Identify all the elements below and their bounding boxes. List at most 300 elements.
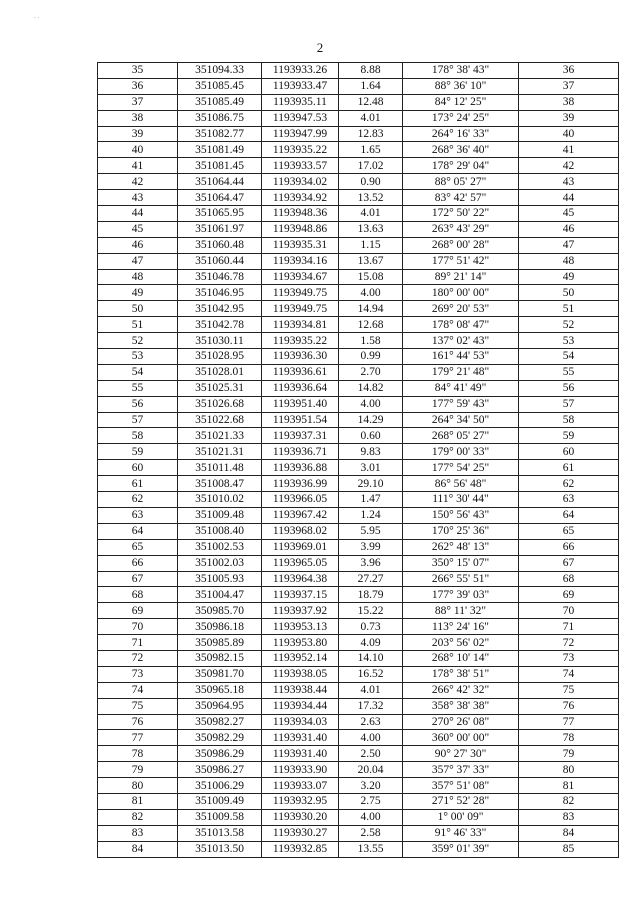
y-coordinate-cell: 1193936.99 [262, 476, 339, 492]
table-row [98, 523, 619, 539]
page-number: 2 [316, 40, 324, 55]
y-coordinate-cell: 1193951.40 [262, 396, 339, 412]
distance-cell: 16.52 [339, 666, 403, 682]
table-row [98, 571, 619, 587]
point-from-cell: 41 [98, 158, 178, 174]
point-from-cell: 67 [98, 571, 178, 587]
distance-cell: 14.29 [339, 412, 403, 428]
point-to-cell: 72 [519, 635, 619, 651]
table-row [98, 603, 619, 619]
y-coordinate-cell: 1193934.92 [262, 190, 339, 206]
x-coordinate-cell: 350982.27 [178, 714, 262, 730]
point-from-cell: 37 [98, 94, 178, 110]
table-row [98, 476, 619, 492]
x-coordinate-cell: 351025.31 [178, 380, 262, 396]
table-row [98, 428, 619, 444]
distance-cell: 0.73 [339, 619, 403, 635]
table-row [98, 301, 619, 317]
point-to-cell: 48 [519, 253, 619, 269]
point-from-cell: 53 [98, 349, 178, 365]
point-from-cell: 40 [98, 142, 178, 158]
y-coordinate-cell: 1193953.80 [262, 635, 339, 651]
bearing-cell: 177° 39' 03" [403, 587, 519, 603]
x-coordinate-cell: 351042.95 [178, 301, 262, 317]
point-from-cell: 69 [98, 603, 178, 619]
y-coordinate-cell: 1193935.22 [262, 333, 339, 349]
y-coordinate-cell: 1193966.05 [262, 492, 339, 508]
point-to-cell: 79 [519, 746, 619, 762]
y-coordinate-cell: 1193933.26 [262, 63, 339, 79]
y-coordinate-cell: 1193952.14 [262, 650, 339, 666]
point-from-cell: 60 [98, 460, 178, 476]
point-from-cell: 76 [98, 714, 178, 730]
distance-cell: 14.82 [339, 380, 403, 396]
x-coordinate-cell: 350985.89 [178, 635, 262, 651]
scan-mark: . . [34, 12, 40, 20]
point-from-cell: 42 [98, 174, 178, 190]
y-coordinate-cell: 1193964.38 [262, 571, 339, 587]
point-from-cell: 83 [98, 825, 178, 841]
x-coordinate-cell: 351021.33 [178, 428, 262, 444]
bearing-cell: 88° 05' 27" [403, 174, 519, 190]
point-to-cell: 41 [519, 142, 619, 158]
y-coordinate-cell: 1193930.27 [262, 825, 339, 841]
table-row [98, 253, 619, 269]
point-from-cell: 73 [98, 666, 178, 682]
table-row [98, 539, 619, 555]
y-coordinate-cell: 1193932.95 [262, 793, 339, 809]
bearing-cell: 137° 02' 43" [403, 333, 519, 349]
point-to-cell: 36 [519, 63, 619, 79]
table-row [98, 396, 619, 412]
bearing-cell: 91° 46' 33" [403, 825, 519, 841]
bearing-cell: 83° 42' 57" [403, 190, 519, 206]
y-coordinate-cell: 1193936.30 [262, 349, 339, 365]
point-to-cell: 73 [519, 650, 619, 666]
point-from-cell: 51 [98, 317, 178, 333]
y-coordinate-cell: 1193938.44 [262, 682, 339, 698]
distance-cell: 1.58 [339, 333, 403, 349]
table-row [98, 714, 619, 730]
point-to-cell: 74 [519, 666, 619, 682]
point-from-cell: 61 [98, 476, 178, 492]
point-from-cell: 54 [98, 364, 178, 380]
y-coordinate-cell: 1193936.61 [262, 364, 339, 380]
y-coordinate-cell: 1193932.85 [262, 841, 339, 857]
distance-cell: 14.10 [339, 650, 403, 666]
bearing-cell: 357° 51' 08" [403, 778, 519, 794]
point-from-cell: 75 [98, 698, 178, 714]
distance-cell: 3.99 [339, 539, 403, 555]
bearing-cell: 203° 56' 02" [403, 635, 519, 651]
y-coordinate-cell: 1193936.64 [262, 380, 339, 396]
point-to-cell: 40 [519, 126, 619, 142]
point-from-cell: 48 [98, 269, 178, 285]
point-from-cell: 58 [98, 428, 178, 444]
x-coordinate-cell: 350986.18 [178, 619, 262, 635]
table-row [98, 650, 619, 666]
distance-cell: 4.01 [339, 682, 403, 698]
distance-cell: 13.55 [339, 841, 403, 857]
x-coordinate-cell: 350982.29 [178, 730, 262, 746]
table-row [98, 825, 619, 841]
table-row [98, 682, 619, 698]
bearing-cell: 266° 55' 51" [403, 571, 519, 587]
table-row [98, 555, 619, 571]
bearing-cell: 263° 43' 29" [403, 221, 519, 237]
table-row [98, 237, 619, 253]
distance-cell: 1.65 [339, 142, 403, 158]
distance-cell: 1.24 [339, 507, 403, 523]
distance-cell: 0.60 [339, 428, 403, 444]
x-coordinate-cell: 350981.70 [178, 666, 262, 682]
table-row [98, 492, 619, 508]
distance-cell: 4.01 [339, 110, 403, 126]
bearing-cell: 161° 44' 53" [403, 349, 519, 365]
point-to-cell: 61 [519, 460, 619, 476]
y-coordinate-cell: 1193967.42 [262, 507, 339, 523]
x-coordinate-cell: 351009.58 [178, 809, 262, 825]
bearing-cell: 172° 50' 22" [403, 206, 519, 222]
point-from-cell: 55 [98, 380, 178, 396]
distance-cell: 3.20 [339, 778, 403, 794]
point-to-cell: 42 [519, 158, 619, 174]
distance-cell: 5.95 [339, 523, 403, 539]
point-from-cell: 44 [98, 206, 178, 222]
y-coordinate-cell: 1193936.88 [262, 460, 339, 476]
bearing-cell: 88° 11' 32" [403, 603, 519, 619]
point-to-cell: 44 [519, 190, 619, 206]
point-from-cell: 35 [98, 63, 178, 79]
table-row [98, 460, 619, 476]
x-coordinate-cell: 351010.02 [178, 492, 262, 508]
y-coordinate-cell: 1193935.11 [262, 94, 339, 110]
point-from-cell: 82 [98, 809, 178, 825]
distance-cell: 3.01 [339, 460, 403, 476]
distance-cell: 3.96 [339, 555, 403, 571]
distance-cell: 2.70 [339, 364, 403, 380]
bearing-cell: 264° 34' 50" [403, 412, 519, 428]
x-coordinate-cell: 350964.95 [178, 698, 262, 714]
table-row [98, 809, 619, 825]
x-coordinate-cell: 351094.33 [178, 63, 262, 79]
table-row [98, 190, 619, 206]
bearing-cell: 88° 36' 10" [403, 78, 519, 94]
point-to-cell: 53 [519, 333, 619, 349]
y-coordinate-cell: 1193934.67 [262, 269, 339, 285]
x-coordinate-cell: 350985.70 [178, 603, 262, 619]
point-from-cell: 56 [98, 396, 178, 412]
table-row [98, 349, 619, 365]
bearing-cell: 170° 25' 36" [403, 523, 519, 539]
distance-cell: 4.00 [339, 285, 403, 301]
point-from-cell: 43 [98, 190, 178, 206]
distance-cell: 2.58 [339, 825, 403, 841]
table-row [98, 444, 619, 460]
point-to-cell: 37 [519, 78, 619, 94]
point-to-cell: 70 [519, 603, 619, 619]
point-to-cell: 54 [519, 349, 619, 365]
bearing-cell: 350° 15' 07" [403, 555, 519, 571]
point-to-cell: 50 [519, 285, 619, 301]
x-coordinate-cell: 351008.40 [178, 523, 262, 539]
y-coordinate-cell: 1193934.44 [262, 698, 339, 714]
y-coordinate-cell: 1193968.02 [262, 523, 339, 539]
bearing-cell: 178° 29' 04" [403, 158, 519, 174]
y-coordinate-cell: 1193949.75 [262, 285, 339, 301]
x-coordinate-cell: 350965.18 [178, 682, 262, 698]
point-to-cell: 85 [519, 841, 619, 857]
point-to-cell: 56 [519, 380, 619, 396]
distance-cell: 4.01 [339, 206, 403, 222]
point-from-cell: 80 [98, 778, 178, 794]
y-coordinate-cell: 1193934.81 [262, 317, 339, 333]
table-row [98, 333, 619, 349]
distance-cell: 27.27 [339, 571, 403, 587]
point-to-cell: 71 [519, 619, 619, 635]
distance-cell: 2.75 [339, 793, 403, 809]
bearing-cell: 358° 38' 38" [403, 698, 519, 714]
y-coordinate-cell: 1193948.36 [262, 206, 339, 222]
bearing-cell: 262° 48' 13" [403, 539, 519, 555]
point-to-cell: 38 [519, 94, 619, 110]
bearing-cell: 90° 27' 30" [403, 746, 519, 762]
y-coordinate-cell: 1193947.99 [262, 126, 339, 142]
point-from-cell: 79 [98, 762, 178, 778]
y-coordinate-cell: 1193949.75 [262, 301, 339, 317]
x-coordinate-cell: 351065.95 [178, 206, 262, 222]
coordinates-table [97, 62, 619, 858]
bearing-cell: 179° 00' 33" [403, 444, 519, 460]
distance-cell: 0.90 [339, 174, 403, 190]
point-from-cell: 52 [98, 333, 178, 349]
y-coordinate-cell: 1193969.01 [262, 539, 339, 555]
point-to-cell: 47 [519, 237, 619, 253]
bearing-cell: 89° 21' 14" [403, 269, 519, 285]
x-coordinate-cell: 351060.44 [178, 253, 262, 269]
point-from-cell: 72 [98, 650, 178, 666]
table-row [98, 762, 619, 778]
bearing-cell: 150° 56' 43" [403, 507, 519, 523]
y-coordinate-cell: 1193937.92 [262, 603, 339, 619]
bearing-cell: 357° 37' 33" [403, 762, 519, 778]
point-to-cell: 65 [519, 523, 619, 539]
x-coordinate-cell: 351060.48 [178, 237, 262, 253]
point-to-cell: 62 [519, 476, 619, 492]
y-coordinate-cell: 1193953.13 [262, 619, 339, 635]
x-coordinate-cell: 351009.49 [178, 793, 262, 809]
point-from-cell: 46 [98, 237, 178, 253]
point-to-cell: 78 [519, 730, 619, 746]
bearing-cell: 178° 38' 43" [403, 63, 519, 79]
x-coordinate-cell: 351064.47 [178, 190, 262, 206]
x-coordinate-cell: 351005.93 [178, 571, 262, 587]
table-row [98, 364, 619, 380]
table-row [98, 412, 619, 428]
table-row [98, 206, 619, 222]
table-row [98, 730, 619, 746]
point-from-cell: 68 [98, 587, 178, 603]
y-coordinate-cell: 1193935.31 [262, 237, 339, 253]
table-row [98, 587, 619, 603]
distance-cell: 8.88 [339, 63, 403, 79]
table-row [98, 380, 619, 396]
distance-cell: 20.04 [339, 762, 403, 778]
y-coordinate-cell: 1193934.03 [262, 714, 339, 730]
x-coordinate-cell: 351064.44 [178, 174, 262, 190]
x-coordinate-cell: 351004.47 [178, 587, 262, 603]
x-coordinate-cell: 351030.11 [178, 333, 262, 349]
bearing-cell: 271° 52' 28" [403, 793, 519, 809]
point-from-cell: 81 [98, 793, 178, 809]
x-coordinate-cell: 351085.45 [178, 78, 262, 94]
point-to-cell: 75 [519, 682, 619, 698]
point-from-cell: 62 [98, 492, 178, 508]
point-to-cell: 59 [519, 428, 619, 444]
point-from-cell: 74 [98, 682, 178, 698]
distance-cell: 15.22 [339, 603, 403, 619]
distance-cell: 2.50 [339, 746, 403, 762]
y-coordinate-cell: 1193937.15 [262, 587, 339, 603]
x-coordinate-cell: 351013.50 [178, 841, 262, 857]
point-from-cell: 78 [98, 746, 178, 762]
y-coordinate-cell: 1193933.07 [262, 778, 339, 794]
point-from-cell: 50 [98, 301, 178, 317]
x-coordinate-cell: 350982.15 [178, 650, 262, 666]
point-to-cell: 60 [519, 444, 619, 460]
x-coordinate-cell: 351046.95 [178, 285, 262, 301]
point-to-cell: 55 [519, 364, 619, 380]
bearing-cell: 268° 00' 28" [403, 237, 519, 253]
point-from-cell: 63 [98, 507, 178, 523]
point-to-cell: 68 [519, 571, 619, 587]
bearing-cell: 177° 59' 43" [403, 396, 519, 412]
distance-cell: 4.00 [339, 396, 403, 412]
point-to-cell: 67 [519, 555, 619, 571]
x-coordinate-cell: 351026.68 [178, 396, 262, 412]
x-coordinate-cell: 351081.45 [178, 158, 262, 174]
table-row [98, 841, 619, 857]
x-coordinate-cell: 351046.78 [178, 269, 262, 285]
bearing-cell: 173° 24' 25" [403, 110, 519, 126]
y-coordinate-cell: 1193965.05 [262, 555, 339, 571]
distance-cell: 1.64 [339, 78, 403, 94]
bearing-cell: 359° 01' 39" [403, 841, 519, 857]
x-coordinate-cell: 350986.29 [178, 746, 262, 762]
point-to-cell: 52 [519, 317, 619, 333]
table-row [98, 746, 619, 762]
y-coordinate-cell: 1193948.86 [262, 221, 339, 237]
point-to-cell: 76 [519, 698, 619, 714]
point-to-cell: 45 [519, 206, 619, 222]
table-row [98, 63, 619, 79]
distance-cell: 15.08 [339, 269, 403, 285]
y-coordinate-cell: 1193933.47 [262, 78, 339, 94]
bearing-cell: 1° 00' 09" [403, 809, 519, 825]
bearing-cell: 84° 12' 25" [403, 94, 519, 110]
x-coordinate-cell: 351081.49 [178, 142, 262, 158]
distance-cell: 13.67 [339, 253, 403, 269]
x-coordinate-cell: 351002.53 [178, 539, 262, 555]
x-coordinate-cell: 351011.48 [178, 460, 262, 476]
point-from-cell: 64 [98, 523, 178, 539]
point-from-cell: 45 [98, 221, 178, 237]
x-coordinate-cell: 350986.27 [178, 762, 262, 778]
distance-cell: 9.83 [339, 444, 403, 460]
bearing-cell: 264° 16' 33" [403, 126, 519, 142]
point-from-cell: 49 [98, 285, 178, 301]
y-coordinate-cell: 1193931.40 [262, 730, 339, 746]
point-to-cell: 46 [519, 221, 619, 237]
bearing-cell: 178° 38' 51" [403, 666, 519, 682]
y-coordinate-cell: 1193931.40 [262, 746, 339, 762]
bearing-cell: 268° 36' 40" [403, 142, 519, 158]
bearing-cell: 269° 20' 53" [403, 301, 519, 317]
x-coordinate-cell: 351009.48 [178, 507, 262, 523]
x-coordinate-cell: 351085.49 [178, 94, 262, 110]
y-coordinate-cell: 1193936.71 [262, 444, 339, 460]
point-from-cell: 39 [98, 126, 178, 142]
table-row [98, 142, 619, 158]
point-to-cell: 77 [519, 714, 619, 730]
table-row [98, 635, 619, 651]
point-from-cell: 84 [98, 841, 178, 857]
table-row [98, 778, 619, 794]
x-coordinate-cell: 351013.58 [178, 825, 262, 841]
bearing-cell: 84° 41' 49" [403, 380, 519, 396]
table-row [98, 221, 619, 237]
y-coordinate-cell: 1193947.53 [262, 110, 339, 126]
y-coordinate-cell: 1193938.05 [262, 666, 339, 682]
distance-cell: 13.52 [339, 190, 403, 206]
table-row [98, 285, 619, 301]
table-row [98, 78, 619, 94]
point-to-cell: 81 [519, 778, 619, 794]
bearing-cell: 180° 00' 00" [403, 285, 519, 301]
table-row [98, 94, 619, 110]
table-row [98, 317, 619, 333]
point-from-cell: 36 [98, 78, 178, 94]
distance-cell: 1.47 [339, 492, 403, 508]
point-to-cell: 80 [519, 762, 619, 778]
x-coordinate-cell: 351061.97 [178, 221, 262, 237]
point-from-cell: 65 [98, 539, 178, 555]
distance-cell: 4.00 [339, 730, 403, 746]
distance-cell: 12.83 [339, 126, 403, 142]
point-from-cell: 77 [98, 730, 178, 746]
distance-cell: 1.15 [339, 237, 403, 253]
distance-cell: 4.00 [339, 809, 403, 825]
distance-cell: 12.48 [339, 94, 403, 110]
point-from-cell: 71 [98, 635, 178, 651]
distance-cell: 17.32 [339, 698, 403, 714]
point-to-cell: 39 [519, 110, 619, 126]
bearing-cell: 360° 00' 00" [403, 730, 519, 746]
point-to-cell: 58 [519, 412, 619, 428]
bearing-cell: 177° 54' 25" [403, 460, 519, 476]
point-from-cell: 59 [98, 444, 178, 460]
x-coordinate-cell: 351008.47 [178, 476, 262, 492]
distance-cell: 2.63 [339, 714, 403, 730]
table-row [98, 174, 619, 190]
bearing-cell: 86° 56' 48" [403, 476, 519, 492]
bearing-cell: 113° 24' 16" [403, 619, 519, 635]
point-to-cell: 69 [519, 587, 619, 603]
x-coordinate-cell: 351002.03 [178, 555, 262, 571]
distance-cell: 14.94 [339, 301, 403, 317]
point-to-cell: 43 [519, 174, 619, 190]
bearing-cell: 270° 26' 08" [403, 714, 519, 730]
